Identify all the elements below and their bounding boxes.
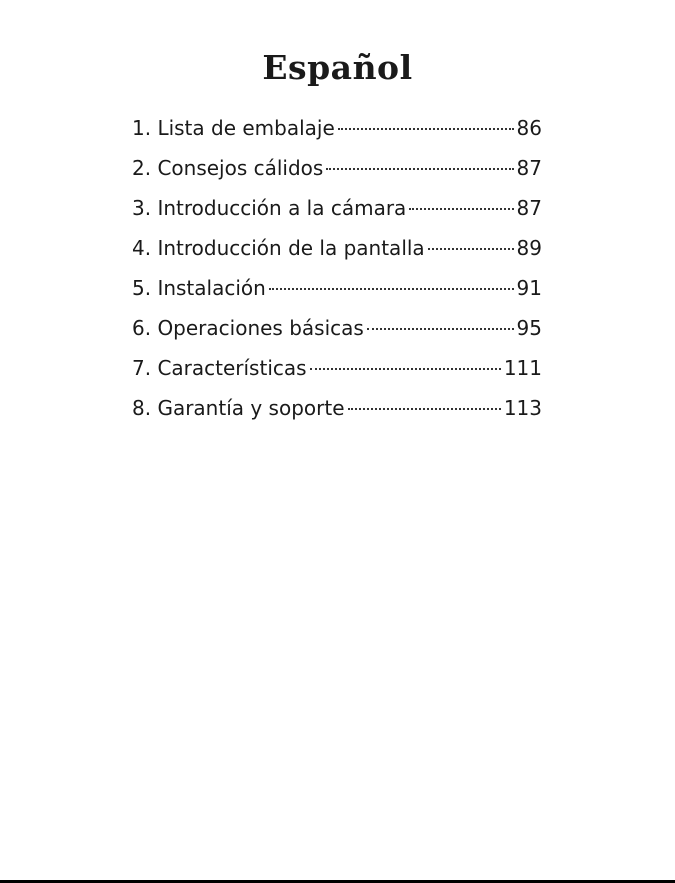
toc-page-number: 91 xyxy=(516,276,542,300)
toc-dot-leader xyxy=(326,168,513,170)
toc-entry-label: 3. Introducción a la cámara xyxy=(132,196,407,220)
toc-page-number: 87 xyxy=(516,196,542,220)
toc-entry-label: 5. Instalación xyxy=(132,276,266,300)
toc-entry-label: 2. Consejos cálidos xyxy=(132,156,324,180)
toc-page-number: 113 xyxy=(503,396,542,420)
toc-page-number: 89 xyxy=(516,236,542,260)
toc-entry-tips[interactable] xyxy=(132,150,542,190)
toc-entry-label: 4. Introducción de la pantalla xyxy=(132,236,425,260)
toc-entry-basic-operations[interactable] xyxy=(132,310,542,350)
page-title: Español xyxy=(262,48,413,87)
toc-entry-installation[interactable] xyxy=(132,270,542,310)
toc-page-number: 111 xyxy=(503,356,542,380)
toc-page-number: 86 xyxy=(516,116,542,140)
toc-entry-label: 1. Lista de embalaje xyxy=(132,116,335,140)
toc-entry-screen-intro[interactable] xyxy=(132,230,542,270)
toc-dot-leader xyxy=(348,408,501,410)
toc-dot-leader xyxy=(338,128,514,130)
toc-entry-packing-list[interactable] xyxy=(132,110,542,150)
toc-entry-label: 6. Operaciones básicas xyxy=(132,316,364,340)
toc-entry-features[interactable] xyxy=(132,350,542,390)
toc-entry-camera-intro[interactable] xyxy=(132,190,542,230)
toc-page-number: 95 xyxy=(516,316,542,340)
toc-entry-warranty-support[interactable] xyxy=(132,390,542,430)
toc-dot-leader xyxy=(367,328,514,330)
toc-dot-leader xyxy=(310,368,501,370)
table-of-contents xyxy=(132,110,542,430)
toc-page-number: 87 xyxy=(516,156,542,180)
toc-dot-leader xyxy=(428,248,514,250)
toc-dot-leader xyxy=(409,208,513,210)
toc-entry-label: 7. Características xyxy=(132,356,307,380)
toc-dot-leader xyxy=(269,288,514,290)
toc-entry-label: 8. Garantía y soporte xyxy=(132,396,345,420)
